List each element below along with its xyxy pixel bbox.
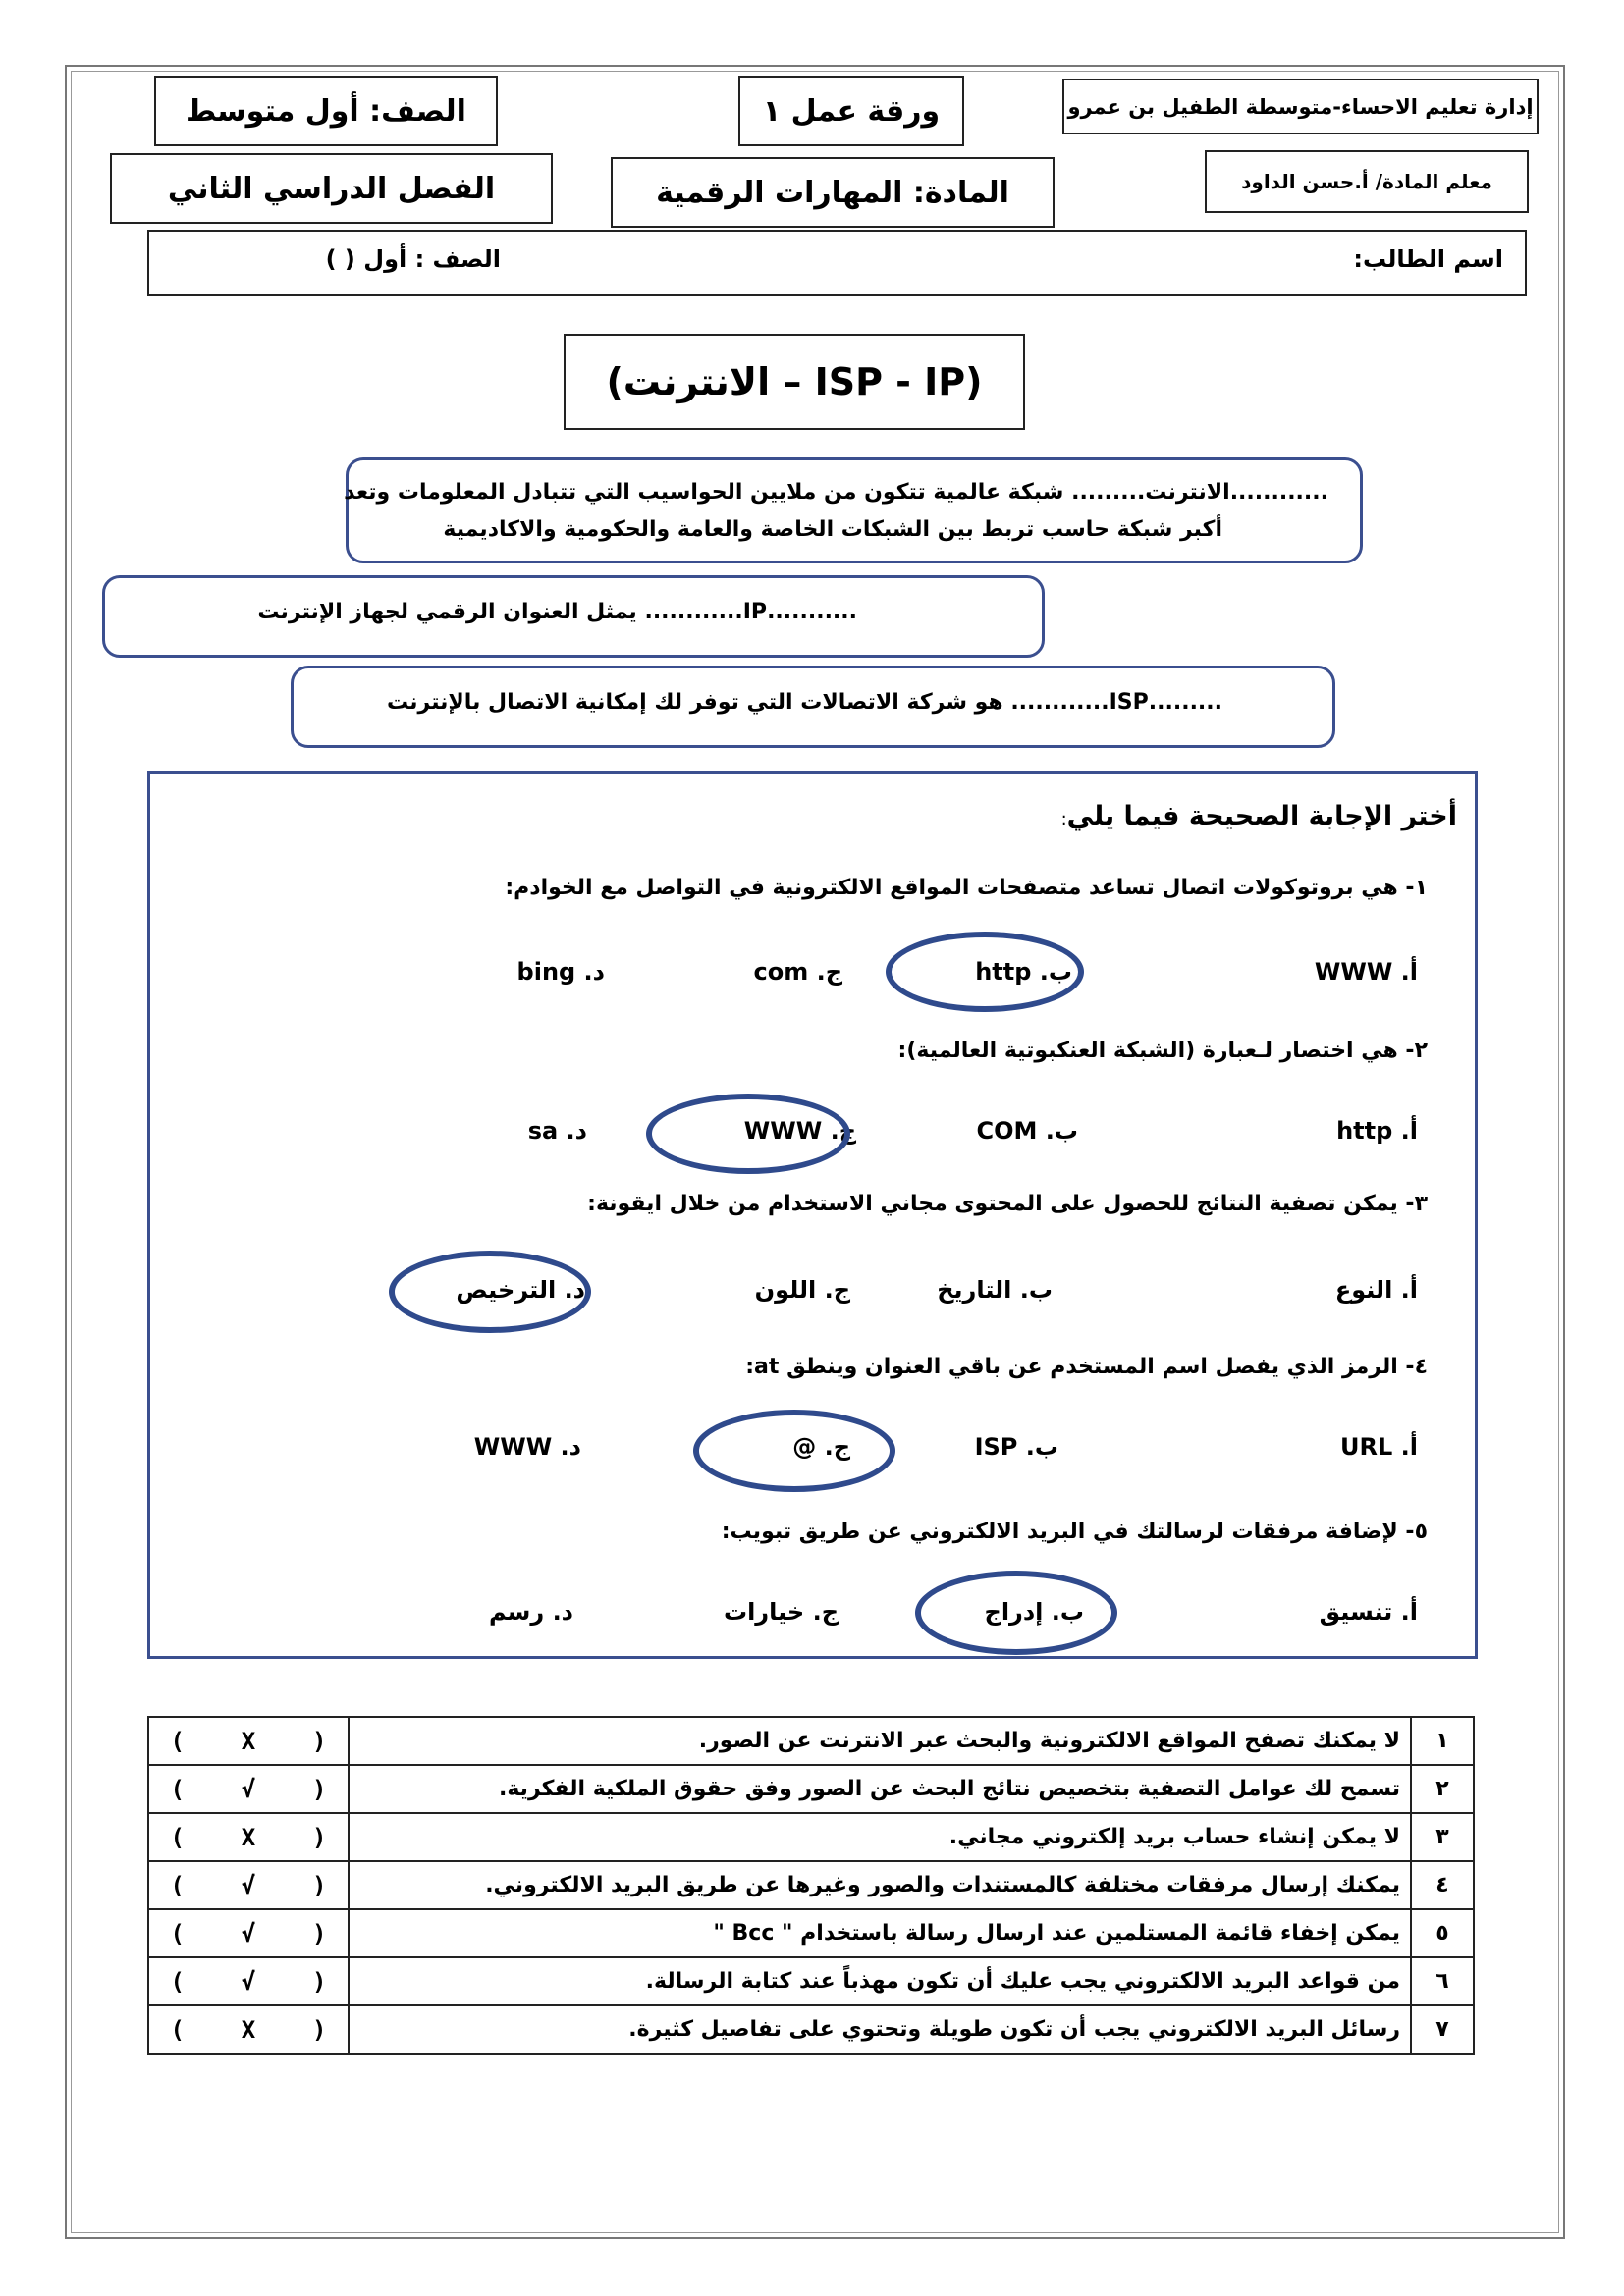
tf-row-number: ٣ (1411, 1813, 1474, 1861)
table-row (148, 1909, 1474, 1957)
q2-option-c[interactable]: ج. WWW (743, 1117, 856, 1145)
teacher-label: معلم المادة/ أ.حسن الداود (1241, 170, 1492, 193)
administration-box (1062, 79, 1539, 134)
tf-answer[interactable]: ( X ) (148, 1717, 349, 1765)
subject-label: المادة: المهارات الرقمية (656, 175, 1009, 210)
question-1: ١- هي بروتوكولات اتصال تساعد متصفحات المواقع الالكترونية في التواصل مع الخوادم: (505, 876, 1428, 900)
tf-statement: من قواعد البريد الالكتروني يجب عليك أن تكون مهذباً عند كتابة الرسالة. (349, 1957, 1411, 2005)
q2-answer-circle (646, 1094, 850, 1174)
tf-answer[interactable]: ( √ ) (148, 1909, 349, 1957)
tf-answer[interactable]: ( √ ) (148, 1765, 349, 1813)
internet-definition-line1: ............الانترنت......... شبكة عالمية تتكون من ملايين الحواسيب التي تتبادل المعلومات وتعد (344, 480, 1328, 505)
isp-definition: .........ISP............ هو شركة الاتصالات التي توفر لك إمكانية الاتصال بالإنترنت (386, 690, 1222, 715)
tf-answer[interactable]: ( √ ) (148, 1861, 349, 1909)
grade-box (154, 76, 498, 146)
q4-option-d[interactable]: د. WWW (473, 1433, 581, 1461)
q3-option-c[interactable]: ج. اللون (754, 1276, 850, 1304)
q5-answer-circle (915, 1571, 1117, 1655)
tf-row-number: ٢ (1411, 1765, 1474, 1813)
table-row (148, 1717, 1474, 1765)
question-4: ٤- الرمز الذي يفصل اسم المستخدم عن باقي العنوان وينطق at: (745, 1355, 1428, 1379)
q4-option-b[interactable]: ب. ISP (974, 1433, 1058, 1461)
tf-statement: رسائل البريد الالكتروني يجب أن تكون طويلة وتحتوي على تفاصيل كثيرة. (349, 2005, 1411, 2054)
tf-answer[interactable]: ( X ) (148, 2005, 349, 2054)
q2-option-d[interactable]: د. sa (527, 1117, 587, 1145)
student-name-label: اسم الطالب: (1353, 245, 1503, 273)
q1-option-b[interactable]: ب. http (975, 958, 1072, 986)
tf-answer[interactable]: ( √ ) (148, 1957, 349, 2005)
tf-row-number: ١ (1411, 1717, 1474, 1765)
mcq-section (147, 771, 1478, 1659)
q4-option-a[interactable]: أ. URL (1340, 1433, 1418, 1461)
tf-statement: لا يمكنك تصفح المواقع الالكترونية والبحث عبر الانترنت عن الصور. (349, 1717, 1411, 1765)
administration-label: إدارة تعليم الاحساء-متوسطة الطفيل بن عمرو (1067, 94, 1534, 119)
teacher-box (1205, 150, 1529, 213)
q1-option-a[interactable]: أ. WWW (1314, 958, 1418, 986)
q1-option-d[interactable]: د. bing (516, 958, 605, 986)
q5-option-a[interactable]: أ. تنسيق (1319, 1598, 1418, 1626)
tf-answer[interactable]: ( X ) (148, 1813, 349, 1861)
question-2: ٢- هي اختصار لـعبارة (الشبكة العنكبوتية العالمية): (897, 1039, 1428, 1063)
question-5: ٥- لإضافة مرفقات لرسالتك في البريد الالكتروني عن طريق تبويب: (721, 1520, 1428, 1544)
q4-option-c[interactable]: ج. @ (792, 1433, 850, 1461)
tf-statement: تسمح لك عوامل التصفية بتخصيص نتائج البحث عن الصور وفق حقوق الملكية الفكرية. (349, 1765, 1411, 1813)
internet-definition-line2: أكبر شبكة حاسب تربط بين الشبكات الخاصة والعامة والحكومية والاكاديمية (443, 517, 1222, 542)
isp-definition-box (291, 666, 1335, 748)
tf-row-number: ٧ (1411, 2005, 1474, 2054)
ip-definition-box (102, 575, 1045, 658)
mcq-heading-colon: : (1060, 809, 1067, 829)
grade-label: الصف: أول متوسط (186, 93, 466, 129)
student-info-box (147, 230, 1527, 296)
page-title: (الانترنت – ISP - IP) (606, 360, 983, 403)
q3-option-b[interactable]: ب. التاريخ (937, 1276, 1053, 1304)
true-false-table (147, 1716, 1475, 2055)
worksheet-label: ورقة عمل ١ (762, 93, 941, 129)
q5-option-b[interactable]: ب. إدراج (984, 1598, 1084, 1626)
mcq-heading (1061, 801, 1457, 831)
tf-statement: لا يمكن إنشاء حساب بريد إلكتروني مجاني. (349, 1813, 1411, 1861)
page-title-box (564, 334, 1025, 430)
tf-statement: يمكن إخفاء قائمة المستلمين عند ارسال رسالة باستخدام " Bcc " (349, 1909, 1411, 1957)
semester-box (110, 153, 553, 224)
internet-definition-box (346, 457, 1363, 563)
subject-box (611, 157, 1055, 228)
q2-option-b[interactable]: ب. COM (976, 1117, 1078, 1145)
table-row (148, 1957, 1474, 2005)
q1-answer-circle (886, 932, 1084, 1012)
q3-option-a[interactable]: أ. النوع (1334, 1276, 1418, 1304)
q3-answer-circle (389, 1251, 591, 1333)
q5-option-d[interactable]: د. رسم (488, 1598, 573, 1626)
class-label: الصف : أول ( ) (325, 245, 501, 273)
table-row (148, 1861, 1474, 1909)
tf-statement: يمكنك إرسال مرفقات مختلفة كالمستندات والصور وغيرها عن طريق البريد الالكتروني. (349, 1861, 1411, 1909)
mcq-heading-text: أختر الإجابة الصحيحة فيما يلي (1066, 801, 1457, 831)
q2-option-a[interactable]: أ. http (1336, 1117, 1418, 1145)
tf-row-number: ٤ (1411, 1861, 1474, 1909)
tf-row-number: ٥ (1411, 1909, 1474, 1957)
q3-option-d[interactable]: د. الترخيص (456, 1276, 585, 1304)
ip-definition: ...........IP............ يمثل العنوان الرقمي لجهاز الإنترنت (257, 600, 857, 624)
q5-option-c[interactable]: ج. خيارات (723, 1598, 839, 1626)
q4-answer-circle (693, 1410, 895, 1492)
worksheet-box (738, 76, 964, 146)
table-row (148, 1765, 1474, 1813)
semester-label: الفصل الدراسي الثاني (167, 171, 496, 206)
q1-option-c[interactable]: ج. com (753, 958, 842, 986)
question-3: ٣- يمكن تصفية النتائج للحصول على المحتوى مجاني الاستخدام من خلال ايقونة: (587, 1192, 1428, 1216)
table-row (148, 2005, 1474, 2054)
tf-row-number: ٦ (1411, 1957, 1474, 2005)
table-row (148, 1813, 1474, 1861)
